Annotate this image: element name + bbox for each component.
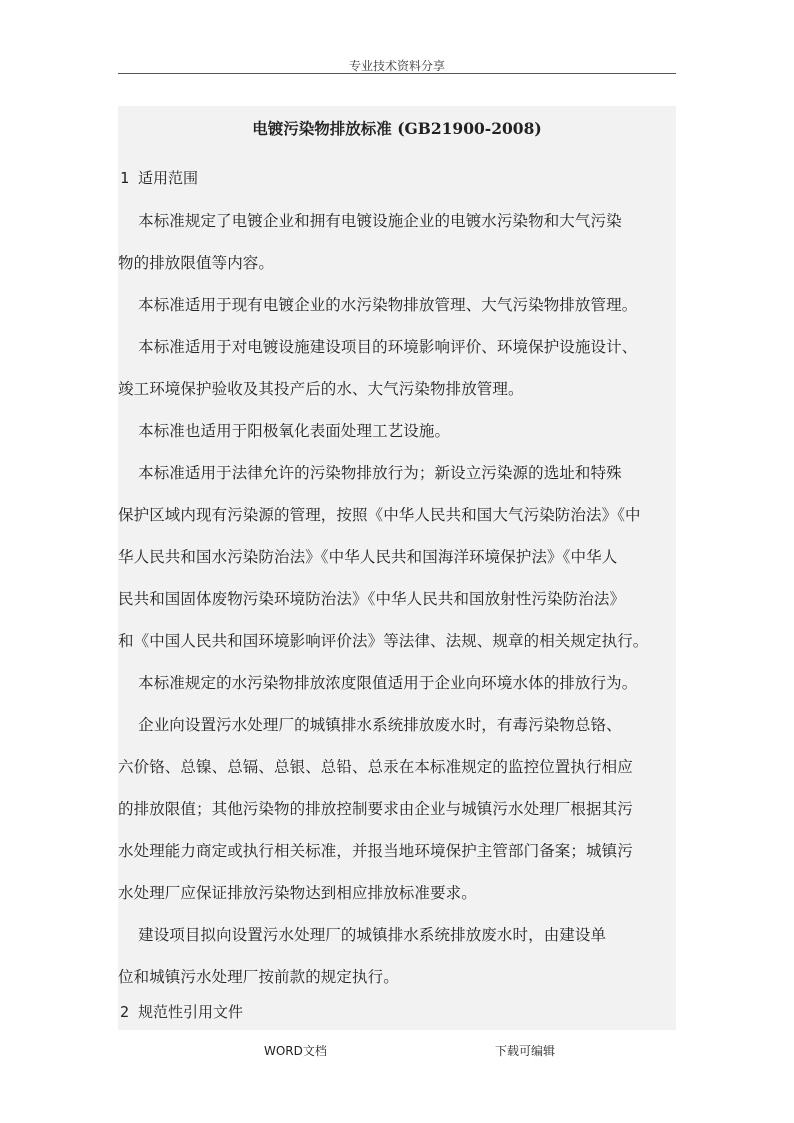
footer-right-label: 下载可编辑: [495, 1044, 556, 1058]
paragraph-line: 保护区域内现有污染源的管理，按照《中华人民共和国大气污染防治法》《中: [118, 506, 641, 524]
paragraph-line: 华人民共和国水污染防治法》《中华人民共和国海洋环境保护法》《中华人: [118, 548, 618, 566]
paragraph-line: 本标准适用于法律允许的污染物排放行为；新设立污染源的选址和特殊: [118, 464, 622, 482]
paragraph-line: 本标准适用于对电镀设施建设项目的环境影响评价、环境保护设施设计、: [118, 338, 638, 356]
document-title: 电镀污染物排放标准 (GB21900-2008): [252, 119, 542, 138]
header-divider: [118, 73, 676, 74]
paragraph-line: 本标准也适用于阳极氧化表面处理工艺设施。: [118, 422, 451, 440]
paragraph-line: 本标准适用于现有电镀企业的水污染物排放管理、大气污染物排放管理。: [118, 296, 638, 314]
section-1-heading: 1 适用范围: [120, 169, 199, 187]
paragraph-line: 建设项目拟向设置污水处理厂的城镇排水系统排放废水时，由建设单: [118, 926, 607, 944]
paragraph-line: 本标准规定了电镀企业和拥有电镀设施企业的电镀水污染物和大气污染: [118, 212, 622, 230]
footer-left-label: WORD文档: [264, 1044, 327, 1058]
paragraph-line: 企业向设置污水处理厂的城镇排水系统排放废水时，有毒污染物总铬、: [118, 716, 622, 734]
paragraph-line: 物的排放限值等内容。: [118, 254, 275, 272]
paragraph-line: 本标准规定的水污染物排放浓度限值适用于企业向环境水体的排放行为。: [118, 674, 638, 692]
paragraph-line: 竣工环境保护验收及其投产后的水、大气污染物排放管理。: [118, 380, 524, 398]
paragraph-line: 民共和国固体废物污染环境防治法》《中华人民共和国放射性污染防治法》: [118, 590, 626, 608]
section-2-heading: 2 规范性引用文件: [120, 1003, 244, 1021]
paragraph-line: 水处理能力商定或执行相关标准，并报当地环境保护主管部门备案；城镇污: [118, 842, 633, 860]
paragraph-line: 的排放限值；其他污染物的排放控制要求由企业与城镇污水处理厂根据其污: [118, 800, 633, 818]
page-header-text: 专业技术资料分享: [348, 59, 445, 73]
paragraph-line: 位和城镇污水处理厂按前款的规定执行。: [118, 968, 399, 986]
paragraph-line: 和《中国人民共和国环境影响评价法》等法律、法规、规章的相关规定执行。: [118, 632, 649, 650]
document-body: [118, 106, 676, 1030]
paragraph-line: 水处理厂应保证排放污染物达到相应排放标准要求。: [118, 884, 477, 902]
paragraph-line: 六价铬、总镍、总镉、总银、总铅、总汞在本标准规定的监控位置执行相应: [118, 758, 633, 776]
